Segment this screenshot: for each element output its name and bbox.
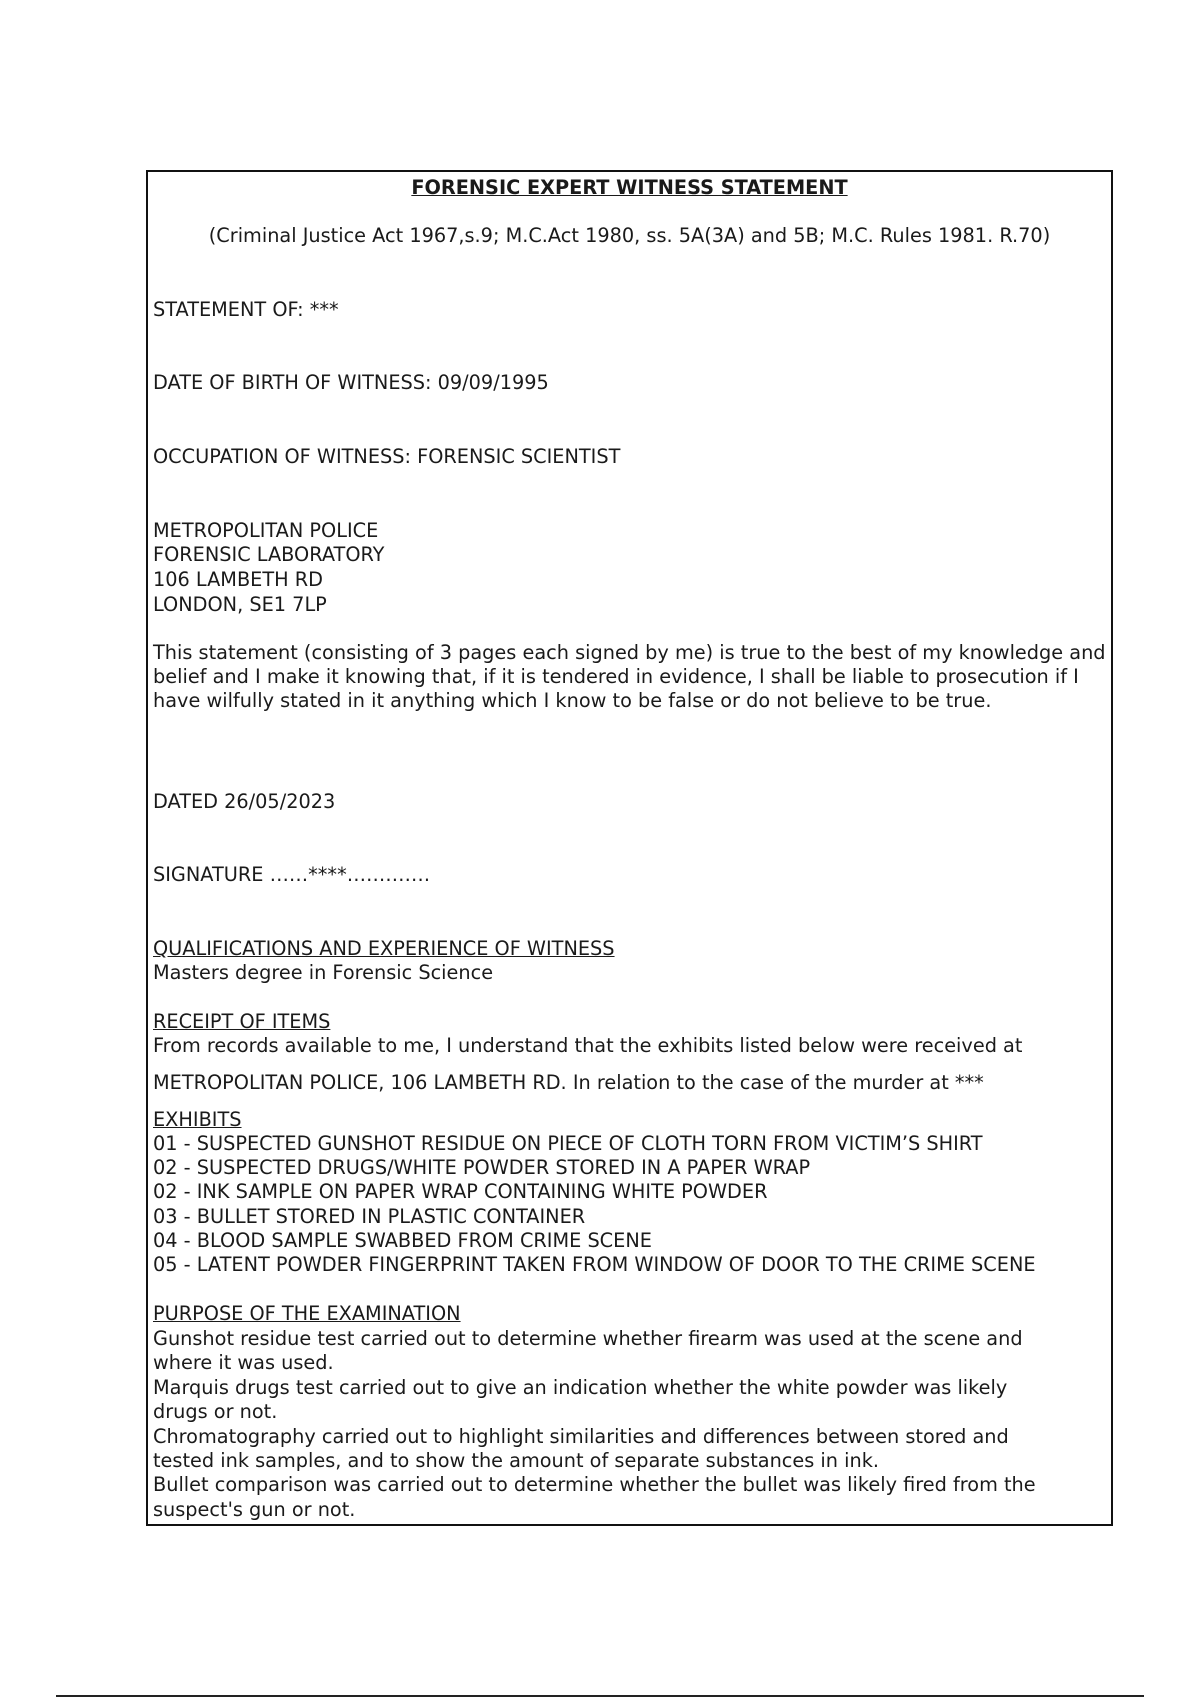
address-line: 106 LAMBETH RD: [153, 568, 324, 591]
document-title: FORENSIC EXPERT WITNESS STATEMENT: [411, 176, 848, 199]
purpose-line: suspect's gun or not.: [153, 1498, 356, 1521]
statement-frame: [146, 170, 1113, 1526]
declaration-paragraph: This statement (consisting of 3 pages each signed by me) is true to the best of my knowledge and belief and I make it knowing that, if it is tendered in evidence, I shall be liable to prosecution if I have wilfully stated in it anything which I know to be false or do not believe to be true.: [153, 641, 1106, 712]
purpose-line: drugs or not.: [153, 1400, 278, 1423]
receipt-text: From records available to me, I understand that the exhibits listed below were received at: [153, 1034, 1023, 1057]
address-line: LONDON, SE1 7LP: [153, 593, 327, 616]
statement-of: STATEMENT OF: ***: [153, 298, 339, 321]
exhibit-item: 02 - INK SAMPLE ON PAPER WRAP CONTAINING WHITE POWDER: [153, 1180, 768, 1203]
legal-reference: (Criminal Justice Act 1967,s.9; M.C.Act 1980, ss. 5A(3A) and 5B; M.C. Rules 1981. R.70): [208, 224, 1051, 247]
exhibit-item: 01 - SUSPECTED GUNSHOT RESIDUE ON PIECE OF CLOTH TORN FROM VICTIM’S SHIRT: [153, 1132, 983, 1155]
purpose-line: Gunshot residue test carried out to determine whether firearm was used at the scene and: [153, 1327, 1023, 1350]
exhibit-item: 04 - BLOOD SAMPLE SWABBED FROM CRIME SCENE: [153, 1229, 652, 1252]
page-footer-rule: [56, 1695, 1144, 1697]
receipt-heading: RECEIPT OF ITEMS: [153, 1010, 331, 1033]
qualifications-text: Masters degree in Forensic Science: [153, 961, 494, 984]
signature-line: SIGNATURE ……****………….: [153, 863, 430, 886]
date-of-birth: DATE OF BIRTH OF WITNESS: 09/09/1995: [153, 371, 549, 394]
qualifications-heading: QUALIFICATIONS AND EXPERIENCE OF WITNESS: [153, 937, 615, 960]
purpose-line: where it was used.: [153, 1351, 334, 1374]
purpose-line: tested ink samples, and to show the amount of separate substances in ink.: [153, 1449, 880, 1472]
purpose-line: Marquis drugs test carried out to give an indication whether the white powder was likely: [153, 1376, 1008, 1399]
occupation: OCCUPATION OF WITNESS: FORENSIC SCIENTIST: [153, 445, 621, 468]
exhibit-item: 03 - BULLET STORED IN PLASTIC CONTAINER: [153, 1205, 586, 1228]
address-line: METROPOLITAN POLICE: [153, 519, 379, 542]
purpose-line: Chromatography carried out to highlight similarities and differences between stored and: [153, 1425, 1009, 1448]
exhibits-heading: EXHIBITS: [153, 1108, 242, 1131]
exhibit-item: 05 - LATENT POWDER FINGERPRINT TAKEN FROM WINDOW OF DOOR TO THE CRIME SCENE: [153, 1253, 1036, 1276]
receipt-text: METROPOLITAN POLICE, 106 LAMBETH RD. In relation to the case of the murder at ***: [153, 1071, 984, 1094]
dated: DATED 26/05/2023: [153, 790, 336, 813]
address-line: FORENSIC LABORATORY: [153, 543, 385, 566]
exhibit-item: 02 - SUSPECTED DRUGS/WHITE POWDER STORED IN A PAPER WRAP: [153, 1156, 811, 1179]
purpose-heading: PURPOSE OF THE EXAMINATION: [153, 1302, 461, 1325]
purpose-line: Bullet comparison was carried out to determine whether the bullet was likely fired from the: [153, 1473, 1036, 1496]
